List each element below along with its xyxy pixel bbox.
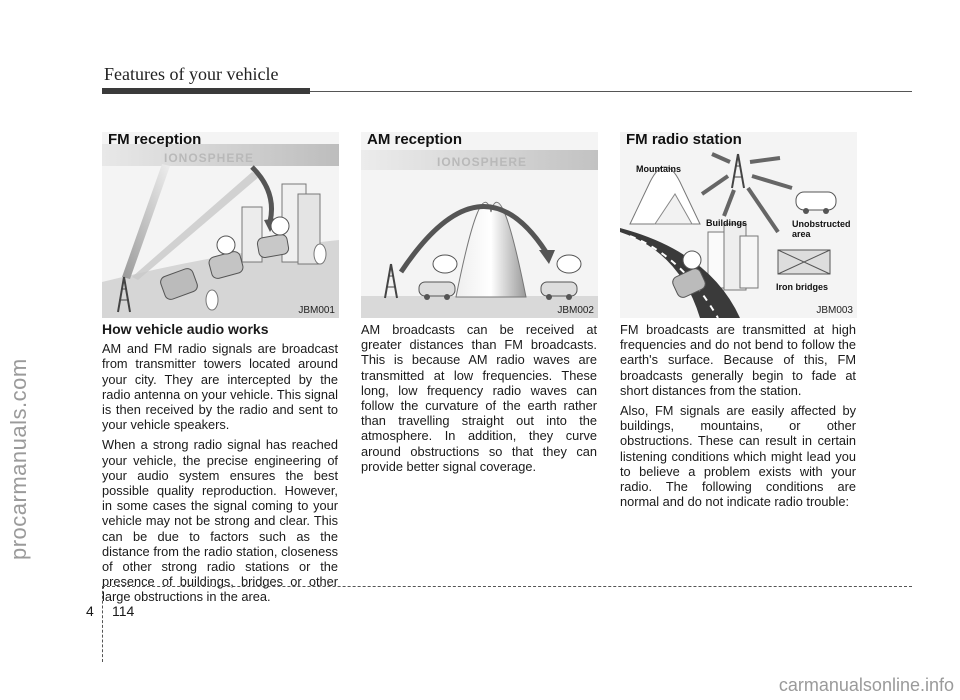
page-number: 114 <box>112 603 135 619</box>
text-column-2 <box>361 322 597 479</box>
paragraph: When a strong radio signal has reached your vehicle, the precise engineering of your audio system ensures the best possible quality reproduction. However, in some cases the signal coming to your vehicle may not be strong and clear. This can be due to factors such as the distance from the radio station, closeness of other strong radio stations or the presence of buildings, bridges or other large obstructions in the area. <box>102 437 338 605</box>
section-heading: How vehicle audio works <box>102 321 269 337</box>
car-icon <box>796 192 836 214</box>
paragraph: Also, FM signals are easily affected by buildings, mountains, or other obstructions. These can result in certain listening conditions which might lead you to believe a problem exists with your radio. The following conditions are normal and do not indicate radio trouble: <box>620 403 856 510</box>
iron-bridges-label: Iron bridges <box>776 282 829 292</box>
mountains-label: Mountains <box>636 164 681 174</box>
ionosphere-label: IONOSPHERE <box>437 155 528 169</box>
question-mark-icon <box>683 251 701 269</box>
text-column-1 <box>102 322 338 610</box>
footer-vertical-rule <box>102 586 103 662</box>
header-rule <box>310 91 912 92</box>
text-column-3 <box>620 322 856 514</box>
section-header-title: Features of your vehicle <box>104 64 279 84</box>
area-label: area <box>792 229 811 239</box>
transmitter-tower-icon <box>385 264 397 298</box>
figure-code: JBM001 <box>298 305 335 316</box>
paragraph: AM broadcasts can be received at greater distances than FM broadcasts. This is because AM radio waves are transmitted at low frequencies. These long, low frequency radio waves can follow the curvature of the earth rather than travelling straight out into the atmosphere. In addition, they curve around obstructions so that they can provide better signal coverage. <box>361 322 597 474</box>
fm-reception-illustration <box>102 132 339 318</box>
fm-station-illustration <box>620 132 857 318</box>
music-note-icon <box>557 255 581 273</box>
figure-code: JBM003 <box>816 305 853 316</box>
figure-fm-radio-station <box>620 132 857 318</box>
figure-am-reception <box>361 132 598 318</box>
building-icon <box>708 224 758 290</box>
transmitter-tower-icon <box>732 154 744 188</box>
unobstructed-label: Unobstructed <box>792 219 851 229</box>
figure-fm-reception <box>102 132 339 318</box>
paragraph: AM and FM radio signals are broadcast from transmitter towers located around your city. They are intercepted by the radio antenna on your vehicle. This signal is then received by the radio and sent to your vehicle speakers. <box>102 341 338 433</box>
side-watermark: procarmanuals.com <box>6 358 31 560</box>
figure-title: FM radio station <box>626 132 742 148</box>
iron-bridge-icon <box>778 250 830 274</box>
arrow-head-icon <box>539 250 555 264</box>
am-reception-illustration <box>361 132 598 318</box>
bottom-watermark: carmanualsonline.info <box>778 675 954 695</box>
figure-code: JBM002 <box>557 305 594 316</box>
paragraph: FM broadcasts are transmitted at high frequencies and do not bend to follow the earth's surface. Because of this, FM broadcasts generally begin to fade at short distances from the station. <box>620 322 856 398</box>
figure-title: FM reception <box>108 132 202 148</box>
static-noise-icon <box>217 236 235 254</box>
music-note-icon <box>271 217 289 235</box>
chapter-number: 4 <box>86 603 94 619</box>
figure-title: AM reception <box>367 132 463 148</box>
ionosphere-label: IONOSPHERE <box>164 151 255 165</box>
music-note-icon <box>433 255 457 273</box>
signal-beam <box>122 164 170 279</box>
header-accent-bar <box>102 88 310 94</box>
footer-rule <box>102 586 912 587</box>
buildings-label: Buildings <box>706 218 747 228</box>
